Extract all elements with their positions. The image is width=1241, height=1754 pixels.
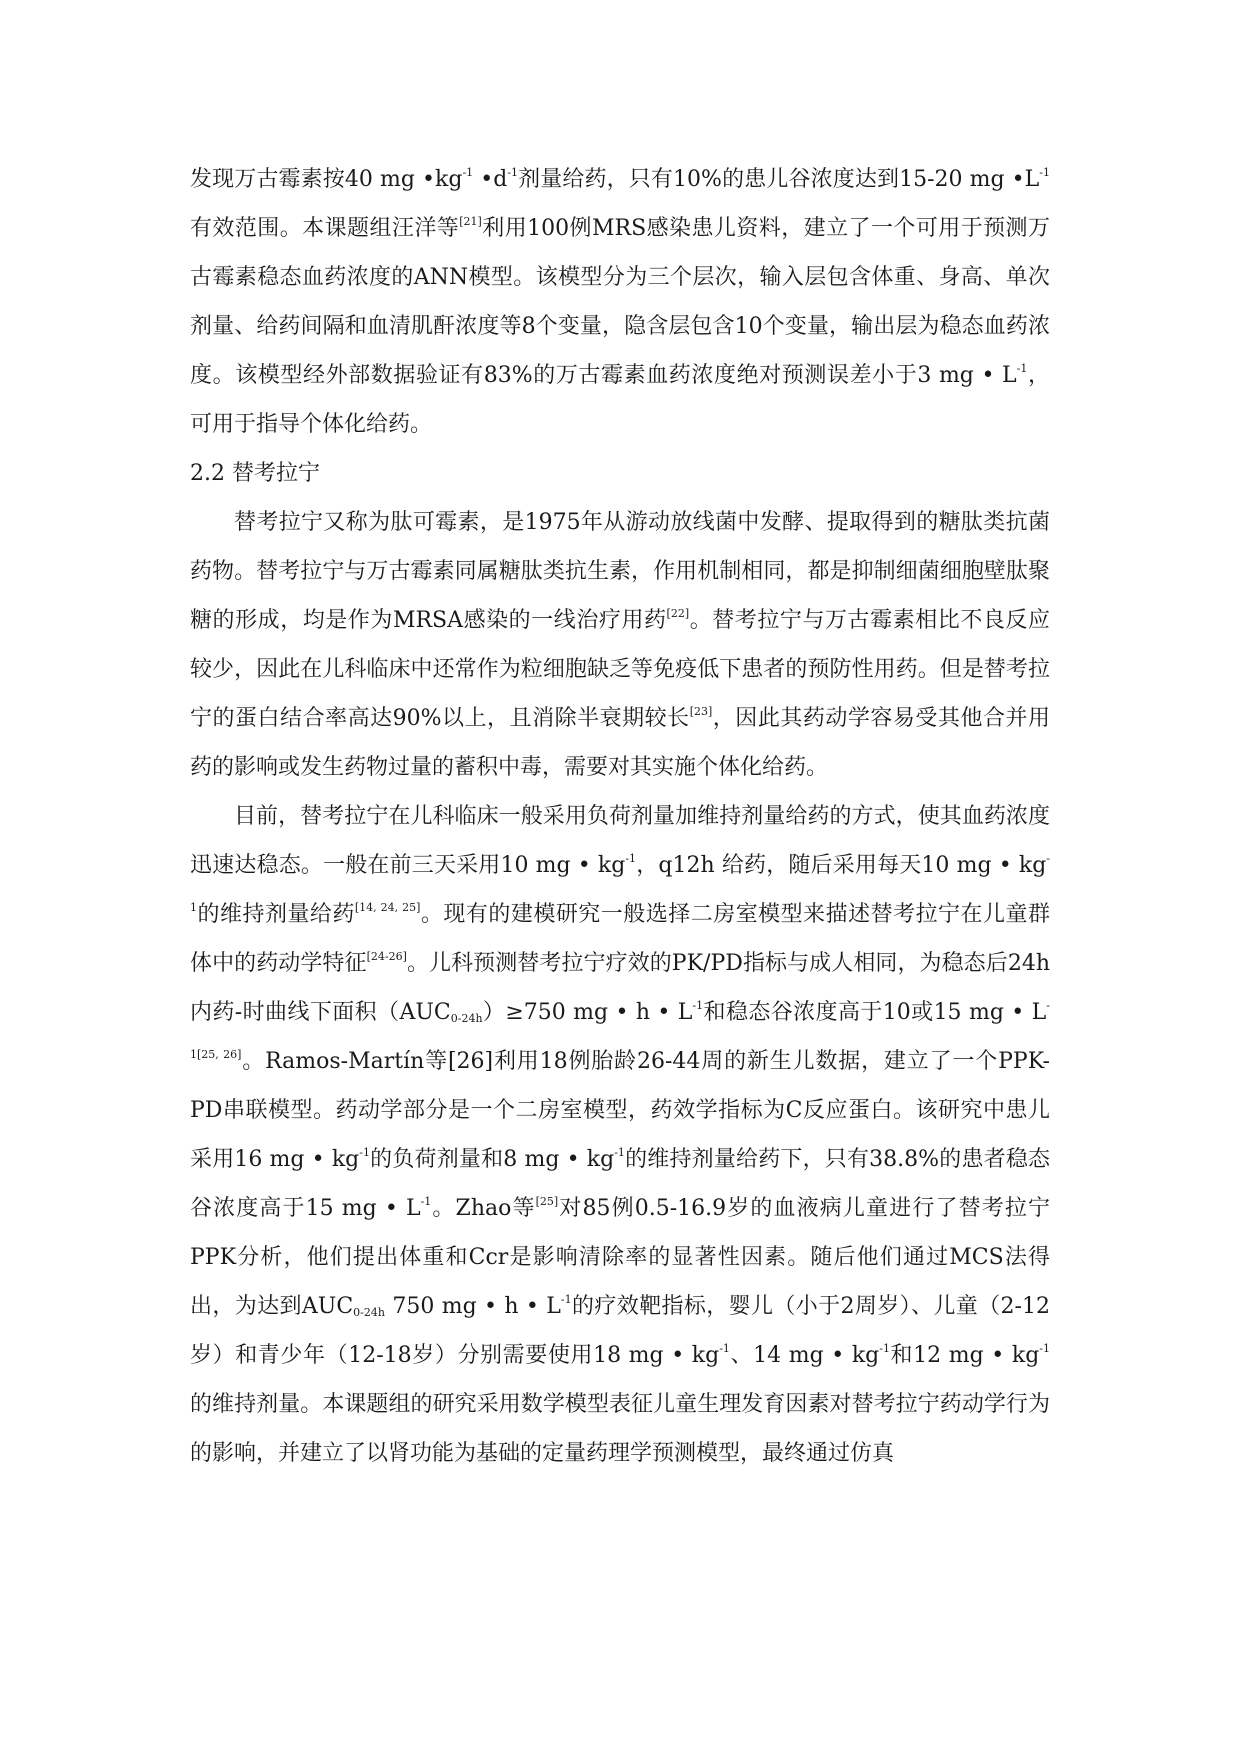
superscript: -1 [359,1146,370,1159]
paragraph-teicoplanin-intro [190,498,1050,792]
text-run: 目前，替考拉宁在儿科临床一般采用负荷剂量加维持剂量给药的方式，使其血药浓度迅速达稳态。一般在前三天采用10 mg • kg [190,804,1050,878]
superscript: -1 [560,1293,572,1306]
superscript: -1 [1016,362,1028,375]
text-run: 对85例0.5-16.9岁的血液病儿童进行了替考拉宁PPK分析，他们提出体重和Ccr是影响清除率的显著性因素。随后他们通过MCS法得出，为达到AUC [190,1196,1050,1319]
superscript: -1 [1039,166,1050,179]
text-run: 发现万古霉素按40 mg •kg [190,167,463,192]
superscript: -1 [719,1342,730,1355]
superscript: -1 [420,1195,432,1208]
superscript: [25] [535,1195,559,1208]
text-run: 。Zhao等 [431,1196,536,1221]
text-run: 、14 mg • kg [729,1343,880,1368]
text-run: 替考拉宁又称为肽可霉素，是1975年从游动放线菌中发酵、提取得到的糖肽类抗菌药物。替考拉宁与万古霉素同属糖肽类抗生素，作用机制相同，都是抑制细菌细胞壁肽聚糖的形成，均是作为MRSA感染的一线治疗用药 [190,510,1050,633]
superscript: [23] [689,705,713,718]
text-run: 。替考拉宁与万古霉素相比不良反应较少，因此在儿科临床中还常作为粒细胞缺乏等免疫低下患者的预防性用药。但是替考拉宁的蛋白结合率高达90%以上，且消除半衰期较长 [190,608,1050,731]
superscript: -1 [614,1146,625,1159]
superscript: [22] [666,607,690,620]
text-run: 的维持剂量给药下，只有38.8%的患者稳态谷浓度高于15 mg • L [190,1147,1051,1221]
text-run: 2.2 替考拉宁 [190,461,320,486]
text-run: 750 mg • h • L [384,1294,561,1319]
superscript: [21] [459,215,482,228]
text-run: 和稳态谷浓度高于10或15 mg • L [703,1000,1047,1025]
superscript: -1 [190,852,1050,914]
superscript: [24-26] [366,950,407,963]
text-run: 有效范围。本课题组汪洋等 [190,216,460,241]
superscript: -1[25, 26] [190,999,1050,1061]
text-run: 和12 mg • kg [889,1343,1040,1368]
text-run: 。Ramos-Martín等[26]利用18例胎龄26-44周的新生儿数据，建立了一个PPK-PD串联模型。药动学部分是一个二房室模型，药效学指标为C反应蛋白。该研究中患儿采用16 mg • kg [190,1049,1050,1172]
superscript: -1 [507,166,519,179]
section-heading-teicoplanin [190,449,1050,498]
text-run: 的维持剂量给药 [197,902,355,927]
superscript: [14, 24, 25] [354,901,421,914]
superscript: -1 [462,166,474,179]
subscript: 0-24h [353,1306,385,1319]
text-run: ，q12h 给药，随后采用每天10 mg • kg [636,853,1047,878]
text-run: 。儿科预测替考拉宁疗效的PK/PD指标与成人相同，为稳态后24h内药-时曲线下面积（AUC [190,951,1050,1025]
paragraph-vancomycin-ann [190,155,1050,449]
paragraph-teicoplanin-dosing [190,792,1050,1478]
text-run: 的维持剂量。本课题组的研究采用数学模型表征儿童生理发育因素对替考拉宁药动学行为的影响，并建立了以肾功能为基础的定量药理学预测模型，最终通过仿真 [190,1392,1050,1466]
text-run: 利用100例MRS感染患儿资料，建立了一个可用于预测万古霉素稳态血药浓度的ANN模型。该模型分为三个层次，输入层包含体重、身高、单次剂量、给药间隔和血清肌酐浓度等8个变量，隐含层包含10个变量，输出层为稳态血药浓度。该模型经外部数据验证有83%的万古霉素血药浓度绝对预测误差小于3 mg • L [190,216,1050,388]
superscript: -1 [625,852,637,865]
text-run: ，可用于指导个体化给药。 [190,363,1050,437]
subscript: 0-24h [450,1012,483,1025]
text-run: 。现有的建模研究一般选择二房室模型来描述替考拉宁在儿童群体中的药动学特征 [190,902,1050,976]
superscript: -1 [1039,1342,1050,1355]
text-run: ）≥750 mg • h • L [482,1000,693,1025]
superscript: -1 [879,1342,890,1355]
text-run: •d [473,167,508,192]
text-run: 的疗效靶指标，婴儿（小于2周岁）、儿童（2-12岁）和青少年（12-18岁）分别需要使用18 mg • kg [190,1294,1050,1368]
superscript: -1 [692,999,704,1012]
text-run: 的负荷剂量和8 mg • kg [369,1147,615,1172]
body-text [190,155,1050,1478]
text-run: 剂量给药，只有10%的患儿谷浓度达到15-20 mg •L [518,167,1040,192]
text-run: ，因此其药动学容易受其他合并用药的影响或发生药物过量的蓄积中毒，需要对其实施个体化给药。 [190,706,1050,780]
